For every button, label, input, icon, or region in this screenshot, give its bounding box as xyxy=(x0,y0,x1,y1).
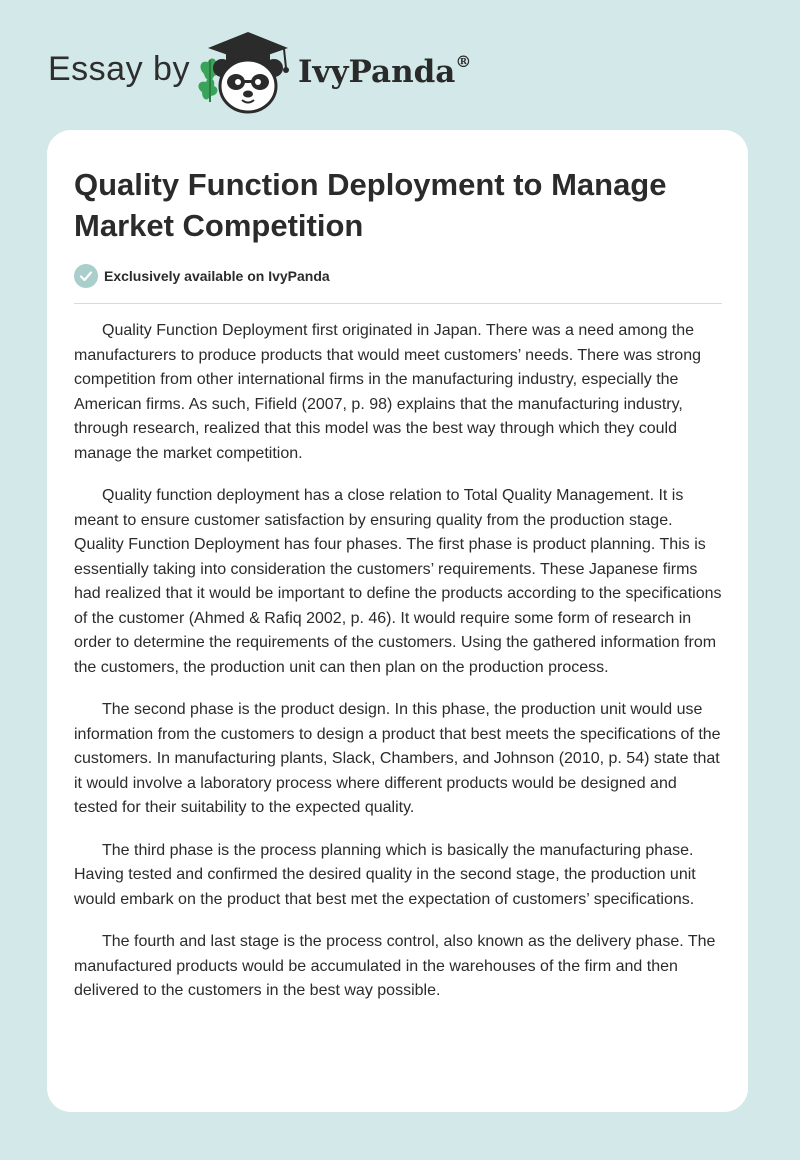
exclusive-badge-text: Exclusively available on IvyPanda xyxy=(104,268,330,284)
essay-body xyxy=(74,319,724,1022)
brand-name: IvyPanda xyxy=(298,54,456,90)
site-header xyxy=(0,0,800,130)
paragraph: The second phase is the product design. In this phase, the production unit would use information from the customers to design a product that best meets the specifications of the customers. In manufacturing plants, Slack, Chambers, and Johnson (2010, p. 54) state that it would involve a laboratory process where different products would be designed and tested for their suitability to the expected quality. xyxy=(74,701,721,816)
paragraph: The third phase is the process planning which is basically the manufacturing phase. Having tested and confirmed the desired quality in the second stage, the production unit would embark on the product that best met the expectation of customers’ specifications. xyxy=(74,841,696,908)
panda-graduate-icon[interactable] xyxy=(196,30,294,116)
registered-mark: ® xyxy=(455,51,472,71)
essay-by-label: Essay by xyxy=(48,50,190,88)
essay-card xyxy=(47,130,748,1112)
paragraph: Quality Function Deployment first originated in Japan. There was a need among the manufacturers to produce products that would meet customers’ needs. There was strong competition from other international firms in the manufacturing industry, especially the American firms. As such, Fifield (2007, p. 98) explains that the manufacturing industry, through research, realized that this model was the best way through which they could manage the market competition. xyxy=(74,322,701,462)
check-icon xyxy=(74,264,98,288)
brand-logo-text[interactable] xyxy=(298,51,472,90)
page-title: Quality Function Deployment to Manage Market Competition xyxy=(74,167,667,243)
paragraph: The fourth and last stage is the process control, also known as the delivery phase. The manufactured products would be accumulated in the warehouses of the firm and then delivered to the customers in the best way possible. xyxy=(74,933,716,999)
paragraph: Quality function deployment has a close relation to Total Quality Management. It is meant to ensure customer satisfaction by ensuring quality from the production stage. Quality Function Deployment has four phases. The first phase is product planning. This is essentially taking into consideration the customers’ requirements. These Japanese firms had realized that it would be important to define the products according to the specifications of the customer (Ahmed & Rafiq 2002, p. 46). It would require some form of research in order to determine the requirements of the customers. Using the gathered information from the customers, the production unit can then plan on the production process. xyxy=(74,487,722,676)
divider xyxy=(74,303,722,304)
exclusive-badge xyxy=(74,263,330,289)
